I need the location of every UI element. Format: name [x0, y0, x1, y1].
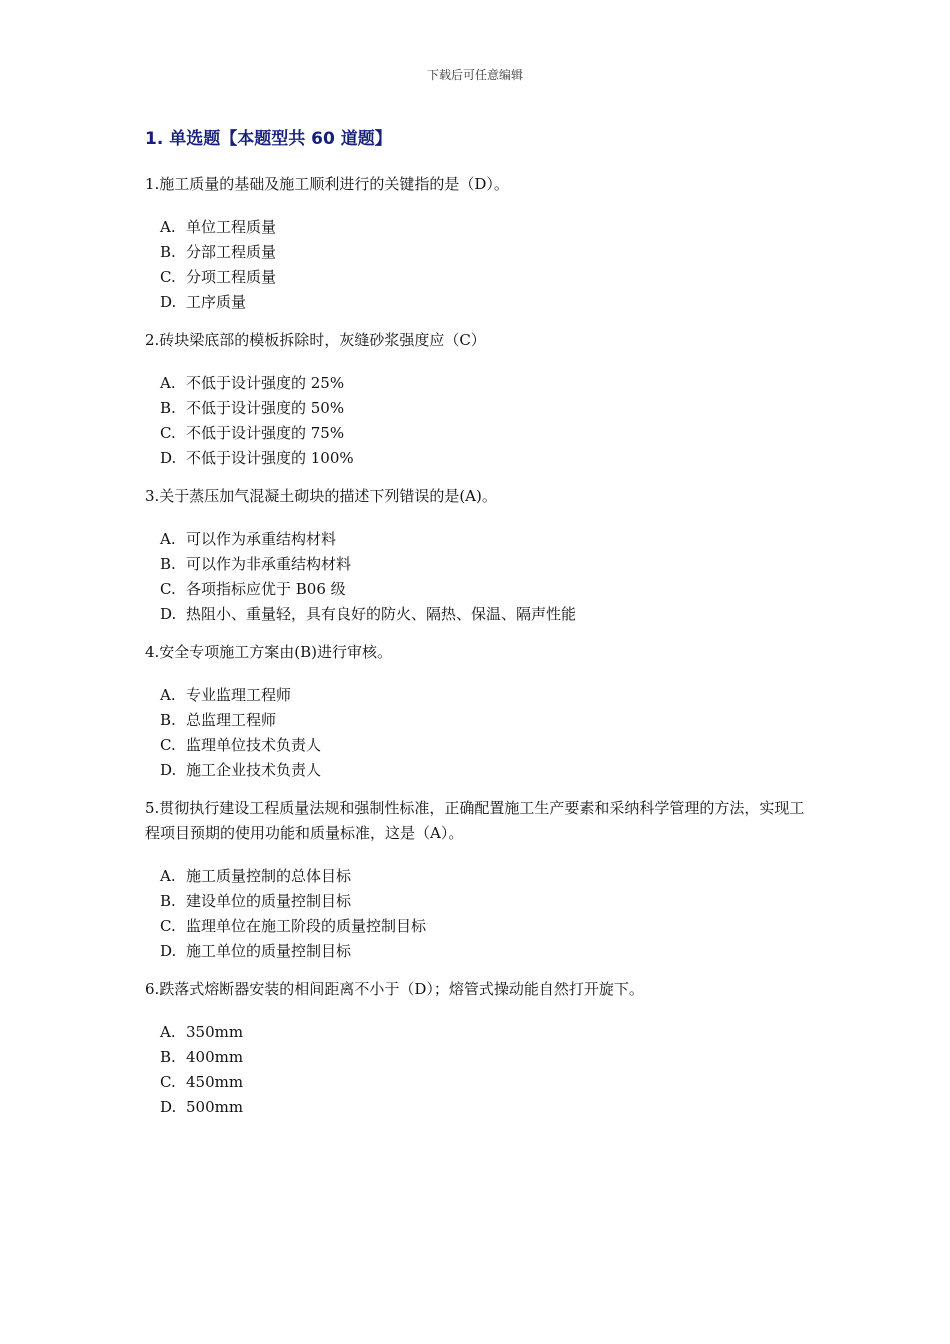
option-text: 450mm: [186, 1073, 244, 1091]
question-3: [145, 484, 805, 627]
option-letter: A.: [160, 530, 176, 548]
option-letter: D.: [160, 761, 177, 779]
option-b: [160, 1045, 805, 1070]
option-letter: C.: [160, 917, 176, 935]
option-letter: A.: [160, 374, 176, 392]
option-c: [160, 733, 805, 758]
question-text: 2.砖块梁底部的模板拆除时，灰缝砂浆强度应（C）: [145, 331, 486, 349]
option-a: [160, 371, 805, 396]
option-list: [145, 371, 805, 471]
option-c: [160, 421, 805, 446]
option-letter: C.: [160, 580, 176, 598]
option-a: [160, 864, 805, 889]
option-text: 500mm: [186, 1098, 244, 1116]
option-b: [160, 396, 805, 421]
option-text: 专业监理工程师: [186, 686, 292, 704]
option-d: [160, 446, 805, 471]
option-text: 可以作为非承重结构材料: [186, 555, 352, 573]
option-letter: A.: [160, 867, 176, 885]
option-text: 不低于设计强度的 100%: [186, 449, 354, 467]
option-letter: C.: [160, 424, 176, 442]
option-letter: B.: [160, 711, 176, 729]
option-text: 不低于设计强度的 50%: [186, 399, 345, 417]
option-c: [160, 265, 805, 290]
option-letter: D.: [160, 293, 177, 311]
option-list: [145, 527, 805, 627]
option-c: [160, 577, 805, 602]
option-letter: A.: [160, 1023, 176, 1041]
question-text: 3.关于蒸压加气混凝土砌块的描述下列错误的是(A)。: [145, 487, 497, 505]
option-letter: A.: [160, 686, 176, 704]
option-text: 施工单位的质量控制目标: [186, 942, 352, 960]
option-d: [160, 602, 805, 627]
option-c: [160, 914, 805, 939]
option-letter: B.: [160, 399, 176, 417]
option-letter: D.: [160, 449, 177, 467]
option-d: [160, 939, 805, 964]
option-list: [145, 864, 805, 964]
option-b: [160, 552, 805, 577]
question-2: [145, 328, 805, 471]
option-text: 400mm: [186, 1048, 244, 1066]
option-text: 监理单位技术负责人: [186, 736, 322, 754]
option-text: 建设单位的质量控制目标: [186, 892, 352, 910]
option-d: [160, 290, 805, 315]
option-b: [160, 889, 805, 914]
page-header-note: 下载后可任意编辑: [426, 68, 523, 82]
option-text: 不低于设计强度的 75%: [186, 424, 345, 442]
question-6: [145, 977, 805, 1120]
option-b: [160, 240, 805, 265]
option-text: 分部工程质量: [186, 243, 277, 261]
option-c: [160, 1070, 805, 1095]
option-letter: C.: [160, 736, 176, 754]
question-text: 5.贯彻执行建设工程质量法规和强制性标准，正确配置施工生产要素和采纳科学管理的方法，实现工程项目预期的使用功能和质量标准，这是（A）。: [145, 799, 805, 842]
option-letter: B.: [160, 243, 176, 261]
option-letter: C.: [160, 1073, 176, 1091]
option-letter: D.: [160, 942, 177, 960]
question-1: [145, 172, 805, 315]
option-text: 350mm: [186, 1023, 244, 1041]
question-5: [145, 796, 805, 964]
option-d: [160, 758, 805, 783]
option-a: [160, 1020, 805, 1045]
question-text: 4.安全专项施工方案由(B)进行审核。: [145, 643, 393, 661]
option-letter: D.: [160, 1098, 177, 1116]
question-4: [145, 640, 805, 783]
option-a: [160, 683, 805, 708]
option-letter: A.: [160, 218, 176, 236]
option-text: 热阻小、重量轻，具有良好的防火、隔热、保温、隔声性能: [186, 605, 577, 623]
option-text: 分项工程质量: [186, 268, 277, 286]
option-text: 可以作为承重结构材料: [186, 530, 337, 548]
option-text: 各项指标应优于 B06 级: [186, 580, 346, 598]
option-text: 监理单位在施工阶段的质量控制目标: [186, 917, 427, 935]
question-text: 1.施工质量的基础及施工顺利进行的关键指的是（D）。: [145, 175, 509, 193]
option-b: [160, 708, 805, 733]
option-text: 施工企业技术负责人: [186, 761, 322, 779]
question-text: 6.跌落式熔断器安装的相间距离不小于（D）；熔管式操动能自然打开旋下。: [145, 980, 644, 998]
option-letter: D.: [160, 605, 177, 623]
option-text: 总监理工程师: [186, 711, 277, 729]
option-list: [145, 1020, 805, 1120]
option-a: [160, 527, 805, 552]
option-text: 工序质量: [186, 293, 247, 311]
option-text: 施工质量控制的总体目标: [186, 867, 352, 885]
section-title: 1. 单选题【本题型共 60 道题】: [145, 129, 392, 149]
option-letter: B.: [160, 555, 176, 573]
option-list: [145, 683, 805, 783]
option-text: 单位工程质量: [186, 218, 277, 236]
question-list: [145, 172, 805, 1133]
option-a: [160, 215, 805, 240]
option-text: 不低于设计强度的 25%: [186, 374, 345, 392]
option-letter: B.: [160, 1048, 176, 1066]
option-list: [145, 215, 805, 315]
option-letter: B.: [160, 892, 176, 910]
option-d: [160, 1095, 805, 1120]
option-letter: C.: [160, 268, 176, 286]
